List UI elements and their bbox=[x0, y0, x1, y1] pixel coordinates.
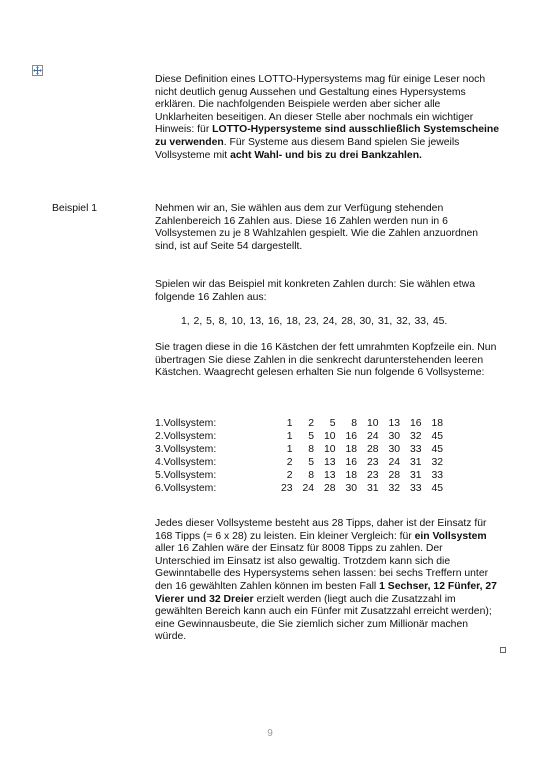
vollsystem-number: 32 bbox=[431, 457, 443, 468]
example-paragraph-2: Spielen wir das Beispiel mit konkreten Zahlen durch: Sie wählen etwa folgende 16 Zahlen aus: bbox=[155, 279, 475, 303]
vollsystem-number: 33 bbox=[431, 470, 443, 481]
vollsystem-number: 28 bbox=[323, 483, 336, 494]
vollsystem-number: 30 bbox=[388, 444, 400, 455]
vollsystem-row bbox=[155, 443, 443, 456]
vollsystem-number: 2 bbox=[286, 457, 293, 468]
paragraph-end-marker-icon bbox=[500, 647, 506, 653]
vollsystem-number: 31 bbox=[409, 457, 422, 468]
vollsystem-number: 32 bbox=[409, 431, 422, 442]
vollsystem-row bbox=[155, 482, 443, 495]
vollsystem-number: 16 bbox=[345, 431, 357, 442]
vollsystem-number: 13 bbox=[388, 418, 400, 429]
vollsystem-name: 6.Vollsystem: bbox=[155, 483, 217, 494]
example-paragraph-1: Nehmen wir an, Sie wählen aus dem zur Verfügung stehenden Zahlenbereich 16 Zahlen aus. Diese 16 Zahlen werden nun in 6 Vollsystemen zu je 8 Wahlzahlen gespielt. Wie die Zahlen anzuordnen sind, ist auf Seite 54 dargestellt. bbox=[155, 203, 479, 252]
vollsystem-number: 30 bbox=[345, 483, 357, 494]
explanation-paragraph: Sie tragen diese in die 16 Kästchen der fett umrahmten Kopfzeile ein. Nun übertragen Sie diese Zahlen in die senkrecht darunterstehenden leeren Kästchen. Waagrecht gelesen erhalten Sie nun folgende 6 Vollsysteme: bbox=[155, 342, 497, 379]
vollsystem-number: 28 bbox=[388, 470, 400, 481]
vollsystem-number: 5 bbox=[329, 418, 336, 429]
vollsystem-number: 31 bbox=[409, 470, 422, 481]
vollsystem-number: 18 bbox=[345, 444, 357, 455]
vollsystem-number: 18 bbox=[345, 470, 357, 481]
intro-text-run: acht Wahl- und bis zu drei Bankzahlen. bbox=[230, 149, 422, 161]
vollsystem-number: 8 bbox=[308, 470, 314, 481]
vollsystem-number: 13 bbox=[323, 457, 336, 468]
vollsystem-number: 1 bbox=[286, 444, 293, 455]
vollsystem-number: 8 bbox=[308, 444, 314, 455]
vollsystem-name: 4.Vollsystem: bbox=[155, 457, 217, 468]
vollsystem-number: 45 bbox=[431, 483, 443, 494]
vollsystem-number: 31 bbox=[366, 483, 379, 494]
vollsystem-number: 2 bbox=[286, 470, 293, 481]
vollsystem-row bbox=[155, 417, 443, 430]
chosen-numbers: 1, 2, 5, 8, 10, 13, 16, 18, 23, 24, 28, 30, 31, 32, 33, 45. bbox=[181, 316, 448, 327]
vollsystem-number: 33 bbox=[409, 483, 422, 494]
vollsystem-number: 32 bbox=[388, 483, 400, 494]
vollsystem-name: 5.Vollsystem: bbox=[155, 470, 217, 481]
vollsystem-name: 1.Vollsystem: bbox=[155, 418, 217, 429]
vollsystem-number: 2 bbox=[308, 418, 314, 429]
vollsystem-number: 30 bbox=[388, 431, 400, 442]
conclusion-text-run: ein Vollsystem bbox=[414, 530, 487, 542]
table-move-handle-icon[interactable] bbox=[32, 65, 43, 76]
vollsystem-number: 10 bbox=[323, 431, 336, 442]
vollsystem-number: 10 bbox=[366, 418, 379, 429]
vollsystem-number: 24 bbox=[302, 483, 314, 494]
vollsystem-number: 1 bbox=[286, 418, 293, 429]
vollsystem-name: 3.Vollsystem: bbox=[155, 444, 217, 455]
vollsystem-number: 13 bbox=[323, 470, 336, 481]
conclusion-text-run: aller 16 Zahlen wäre der Einsatz für 8008 Tipps zu zahlen. Der Unterschied im Einsatz ist also gewaltig. Trotzdem kann sich die Gewinntabelle des Hypersystems sehen lassen: bei sechs Treffern unter den 16 gewählten Zahlen können im besten Fall bbox=[155, 543, 489, 592]
vollsystem-number: 23 bbox=[366, 457, 379, 468]
vollsystem-number: 5 bbox=[308, 457, 314, 468]
vollsystem-number: 28 bbox=[366, 444, 379, 455]
intro-paragraph bbox=[155, 74, 500, 162]
vollsystem-number: 16 bbox=[345, 457, 357, 468]
vollsystem-number: 5 bbox=[308, 431, 314, 442]
vollsystem-number: 1 bbox=[286, 431, 293, 442]
conclusion-text-run: Jedes dieser Vollsysteme besteht aus 28 Tipps, daher ist der Einsatz für 168 Tipps (= 6 x 28) zu leisten. Ein kleiner Vergleich: für bbox=[155, 518, 487, 542]
vollsystem-number: 18 bbox=[431, 418, 443, 429]
vollsystem-name: 2.Vollsystem: bbox=[155, 431, 217, 442]
vollsystem-row bbox=[155, 456, 443, 469]
vollsystem-number: 24 bbox=[366, 431, 379, 442]
vollsystem-number: 45 bbox=[431, 444, 443, 455]
vollsystem-number: 33 bbox=[409, 444, 422, 455]
vollsystem-table bbox=[155, 417, 443, 495]
vollsystem-number: 23 bbox=[366, 470, 379, 481]
vollsystem-number: 8 bbox=[351, 418, 357, 429]
vollsystem-number: 16 bbox=[409, 418, 422, 429]
intro-text-run: LOTTO-Hypersysteme sind ausschließlich Systemscheine zu verwenden bbox=[155, 124, 499, 148]
conclusion-text-run: erzielt werden (liegt auch die Zusatzzahl im gewählten Bereich kann auch ein Fünfer mit Zusatzzahl erreicht werden); eine Gewinnausbeute, die Sie ziemlich sicher zum Millionär machen würde. bbox=[155, 593, 492, 643]
vollsystem-number: 24 bbox=[388, 457, 400, 468]
vollsystem-number: 45 bbox=[431, 431, 443, 442]
vollsystem-row bbox=[155, 430, 443, 443]
conclusion-text-run: 1 Sechser, 12 Fünfer, 27 Vierer und 32 Dreier bbox=[155, 580, 497, 605]
vollsystem-number: 10 bbox=[323, 444, 336, 455]
vollsystem-number: 23 bbox=[280, 483, 293, 494]
example-label: Beispiel 1 bbox=[52, 203, 98, 214]
conclusion-paragraph bbox=[155, 518, 500, 644]
intro-text-run: . Für Systeme aus diesem Band spielen Sie jeweils Vollsysteme mit bbox=[155, 136, 460, 161]
vollsystem-row bbox=[155, 469, 443, 482]
page-number: 9 bbox=[267, 728, 273, 739]
intro-text-run: Diese Definition eines LOTTO-Hypersystems mag für einige Leser noch nicht deutlich genug Aussehen und Gestaltung eines Hypersystems erklären. Die nachfolgenden Beispiele werden aber sicher alle Unklarheiten beseitigen. An dieser Stelle aber nochmals ein wichtiger Hinweis: für bbox=[155, 74, 486, 136]
